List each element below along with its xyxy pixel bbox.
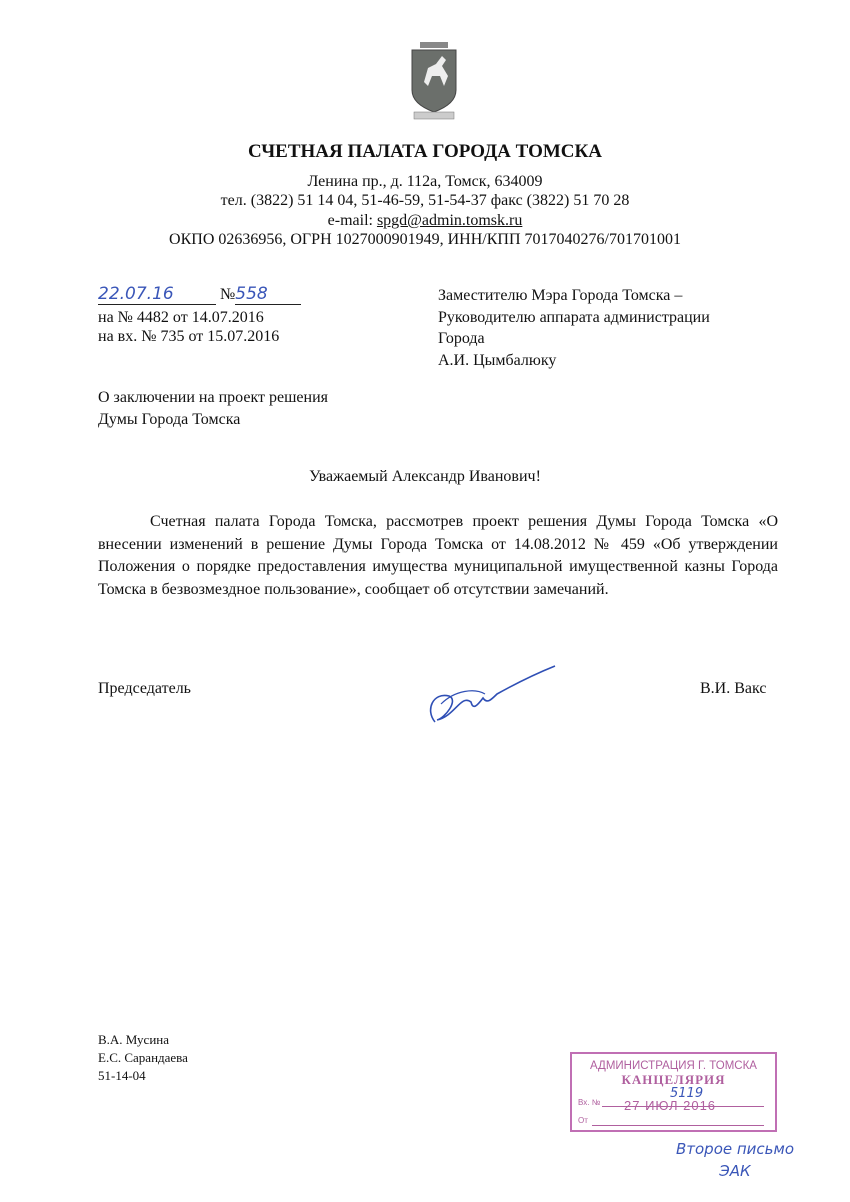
executor-line: Е.С. Сарандаева <box>98 1050 188 1065</box>
addressee-line: Города <box>438 330 485 347</box>
stamp-line-2: КАНЦЕЛЯРИЯ <box>621 1072 726 1087</box>
signer-name: В.И. Вакс <box>700 680 767 697</box>
addressee-line: А.И. Цымбалюку <box>438 351 557 369</box>
note-line: ЭАК <box>719 1162 751 1180</box>
handwritten-note <box>660 1138 810 1182</box>
stamp-in-number: 5119 <box>670 1086 704 1101</box>
reference-2: на вх. № 735 от 15.07.2016 <box>98 328 280 345</box>
org-email-line <box>0 211 850 231</box>
outgoing-date: 22.07.16 <box>98 284 216 305</box>
stamp-in-label: Вх. № <box>578 1098 601 1107</box>
org-title: СЧЕТНАЯ ПАЛАТА ГОРОДА ТОМСКА <box>247 141 603 162</box>
body-paragraph: Счетная палата Города Томска, рассмотрев проект решения Думы Города Томска «О внесении изменений в решение Думы Города Томска от 14.08.2012 № 459 «Об утверждении Положения о порядке предоставления имущества муниципальной имущественной казны Города Томска в безвозмездное пользование», сообщает об отсутствии замечаний. <box>98 513 778 598</box>
stamp-from-label: От <box>578 1116 588 1125</box>
addressee-block <box>438 285 710 371</box>
signature-icon <box>415 660 565 735</box>
greeting: Уважаемый Александр Иванович! <box>309 468 541 485</box>
reference-1: на № 4482 от 14.07.2016 <box>98 309 264 326</box>
org-codes: ОКПО 02636956, ОГРН 1027000901949, ИНН/КПП 7017040276/701701001 <box>169 231 681 248</box>
executors-block <box>98 1031 188 1085</box>
subject-line: Думы Города Томска <box>98 411 241 428</box>
note-line: Второе письмо <box>675 1140 795 1158</box>
org-phones: тел. (3822) 51 14 04, 51-46-59, 51-54-37 факс (3822) 51 70 28 <box>220 192 630 209</box>
number-label: № <box>220 286 236 303</box>
subject-line: О заключении на проект решения <box>98 389 328 406</box>
coat-of-arms-icon <box>408 42 460 122</box>
subject-block <box>98 387 328 431</box>
executor-line: 51-14-04 <box>98 1068 146 1083</box>
outgoing-number: 558 <box>235 284 301 305</box>
addressee-line: Руководителю аппарата администрации <box>438 308 710 326</box>
org-address: Ленина пр., д. 112а, Томск, 634009 <box>307 173 543 190</box>
outgoing-number-line <box>98 284 311 305</box>
registration-stamp <box>570 1052 777 1132</box>
signer-position: Председатель <box>98 680 191 697</box>
email-label: e-mail: <box>327 212 377 229</box>
stamp-in-date: 27 ИЮЛ 2016 <box>624 1098 717 1113</box>
email-link[interactable]: spgd@admin.tomsk.ru <box>376 212 523 229</box>
executor-line: В.А. Мусина <box>98 1032 169 1047</box>
addressee-line: Заместителю Мэра Города Томска – <box>438 287 683 304</box>
stamp-line-1: АДМИНИСТРАЦИЯ Г. ТОМСКА <box>590 1060 757 1072</box>
